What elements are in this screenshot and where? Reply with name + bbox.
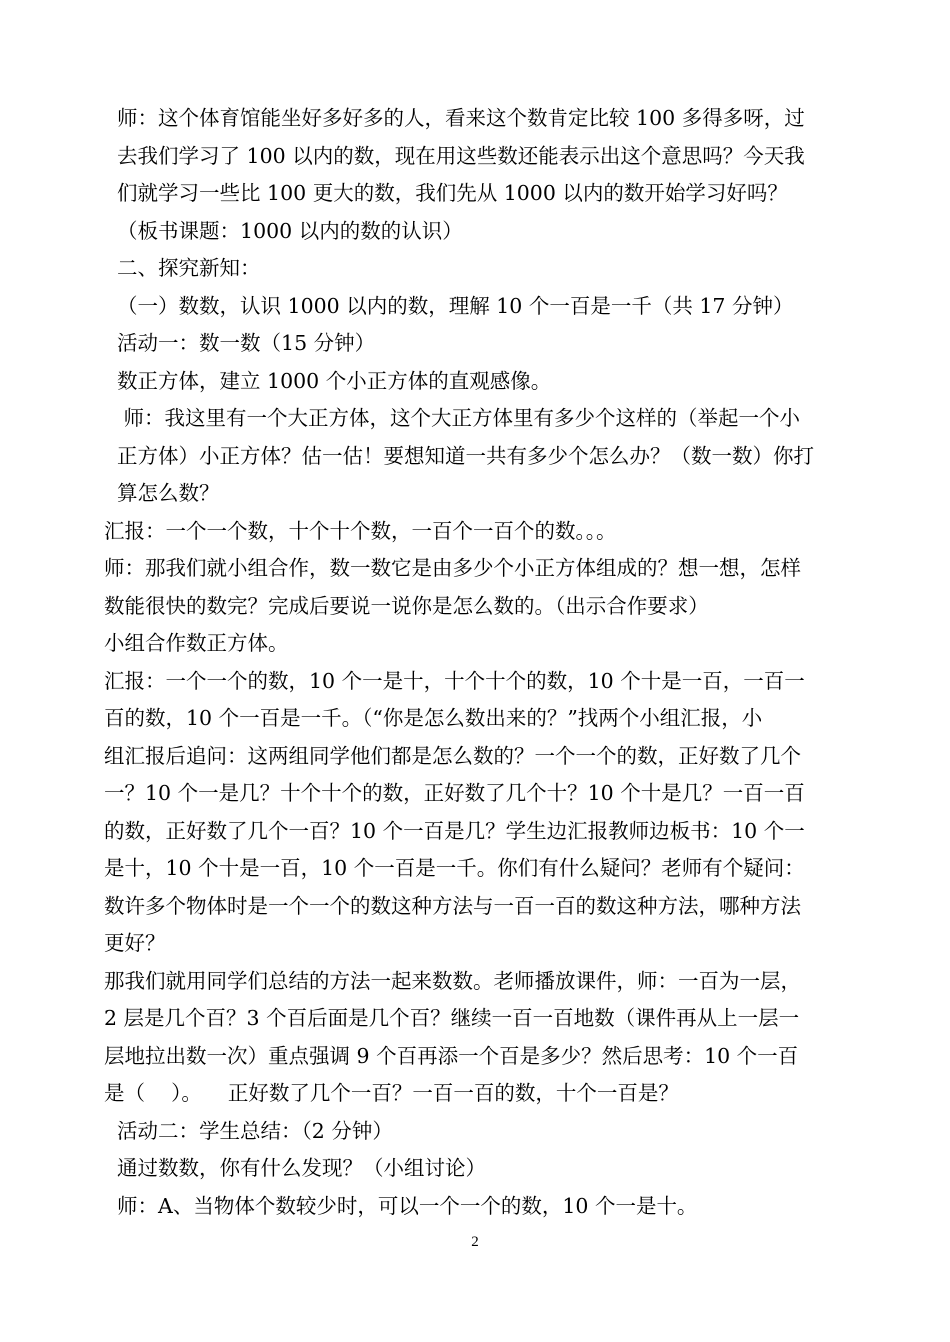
text-line: 们就学习一些比 100 更大的数，我们先从 1000 以内的数开始学习好吗？ bbox=[104, 181, 788, 205]
section-heading: 二、探究新知： bbox=[104, 256, 261, 280]
text-line: 算怎么数？ bbox=[104, 481, 220, 505]
text-line: 汇报：一个一个数，十个十个数，一百个一百个的数。。。 bbox=[104, 518, 617, 543]
text-line: 组汇报后追问：这两组同学他们都是怎么数的？一个一个的数，正好数了几个 bbox=[104, 743, 801, 768]
document-body bbox=[104, 100, 854, 1225]
text-line: 师：那我们就小组合作，数一数它是由多少个小正方体组成的？想一想，怎样 bbox=[104, 556, 801, 580]
text-line: 2 层是几个百？3 个百后面是几个百？继续一百一百地数（课件再从上一层一 bbox=[104, 1006, 800, 1030]
text-line: 那我们就用同学们总结的方法一起来数数。老师播放课件，师：一百为一层， bbox=[104, 968, 801, 993]
text-line: 正方体）小正方体？估一估！要想知道一共有多少个怎么办？（数一数）你打 bbox=[104, 443, 815, 468]
text-line: 层地拉出数一次）重点强调 9 个百再添一个百是多少？然后思考：10 个一百 bbox=[104, 1043, 799, 1068]
text-line: 更好？ bbox=[104, 931, 166, 955]
text-line: 通过数数，你有什么发现？（小组讨论） bbox=[104, 1156, 487, 1180]
text-line: 数正方体，建立 1000 个小正方体的直观感像。 bbox=[104, 368, 552, 393]
text-line: 去我们学习了 100 以内的数，现在用这些数还能表示出这个意思吗？今天我 bbox=[104, 143, 805, 168]
text-line: 小组合作数正方体。 bbox=[104, 631, 289, 655]
text-line: 是十，10 个十是一百，10 个一百是一千。你们有什么疑问？老师有个疑问： bbox=[104, 856, 805, 880]
activity-heading: 活动一：数一数（15 分钟） bbox=[104, 331, 376, 355]
text-line: 师：我这里有一个大正方体，这个大正方体里有多少个这样的（举起一个小 bbox=[104, 406, 801, 430]
text-line: （板书课题：1000 以内的数的认识） bbox=[104, 218, 463, 243]
page-number: 2 bbox=[471, 1234, 479, 1250]
text-line: 的数，正好数了几个一百？10 个一百是几？学生边汇报教师边板书：10 个一 bbox=[104, 818, 805, 843]
text-line: 一？10 个一是几？十个十个的数，正好数了几个十？10 个十是几？一百一百 bbox=[104, 781, 805, 805]
subsection-heading: （一）数数，认识 1000 以内的数，理解 10 个一百是一千（共 17 分钟） bbox=[104, 293, 794, 318]
text-line: 汇报：一个一个的数，10 个一是十，十个十个的数，10 个十是一百，一百一 bbox=[104, 668, 805, 693]
text-line: 师：这个体育馆能坐好多好多的人，看来这个数肯定比较 100 多得多呀，过 bbox=[104, 106, 805, 130]
text-line: 数能很快的数完？完成后要说一说你是怎么数的。（出示合作要求） bbox=[104, 593, 709, 618]
text-line: 师：A、当物体个数较少时，可以一个一个的数，10 个一是十。 bbox=[104, 1193, 698, 1218]
text-line: 数许多个物体时是一个一个的数这种方法与一百一百的数这种方法，哪种方法 bbox=[104, 893, 801, 918]
text-line: 是（ ）。 正好数了几个一百？一百一百的数，十个一百是？ bbox=[104, 1081, 679, 1105]
text-line: 百的数，10 个一百是一千。（“你是怎么数出来的？”找两个小组汇报，小 bbox=[104, 706, 763, 730]
activity-heading: 活动二：学生总结：（2 分钟） bbox=[104, 1118, 393, 1143]
